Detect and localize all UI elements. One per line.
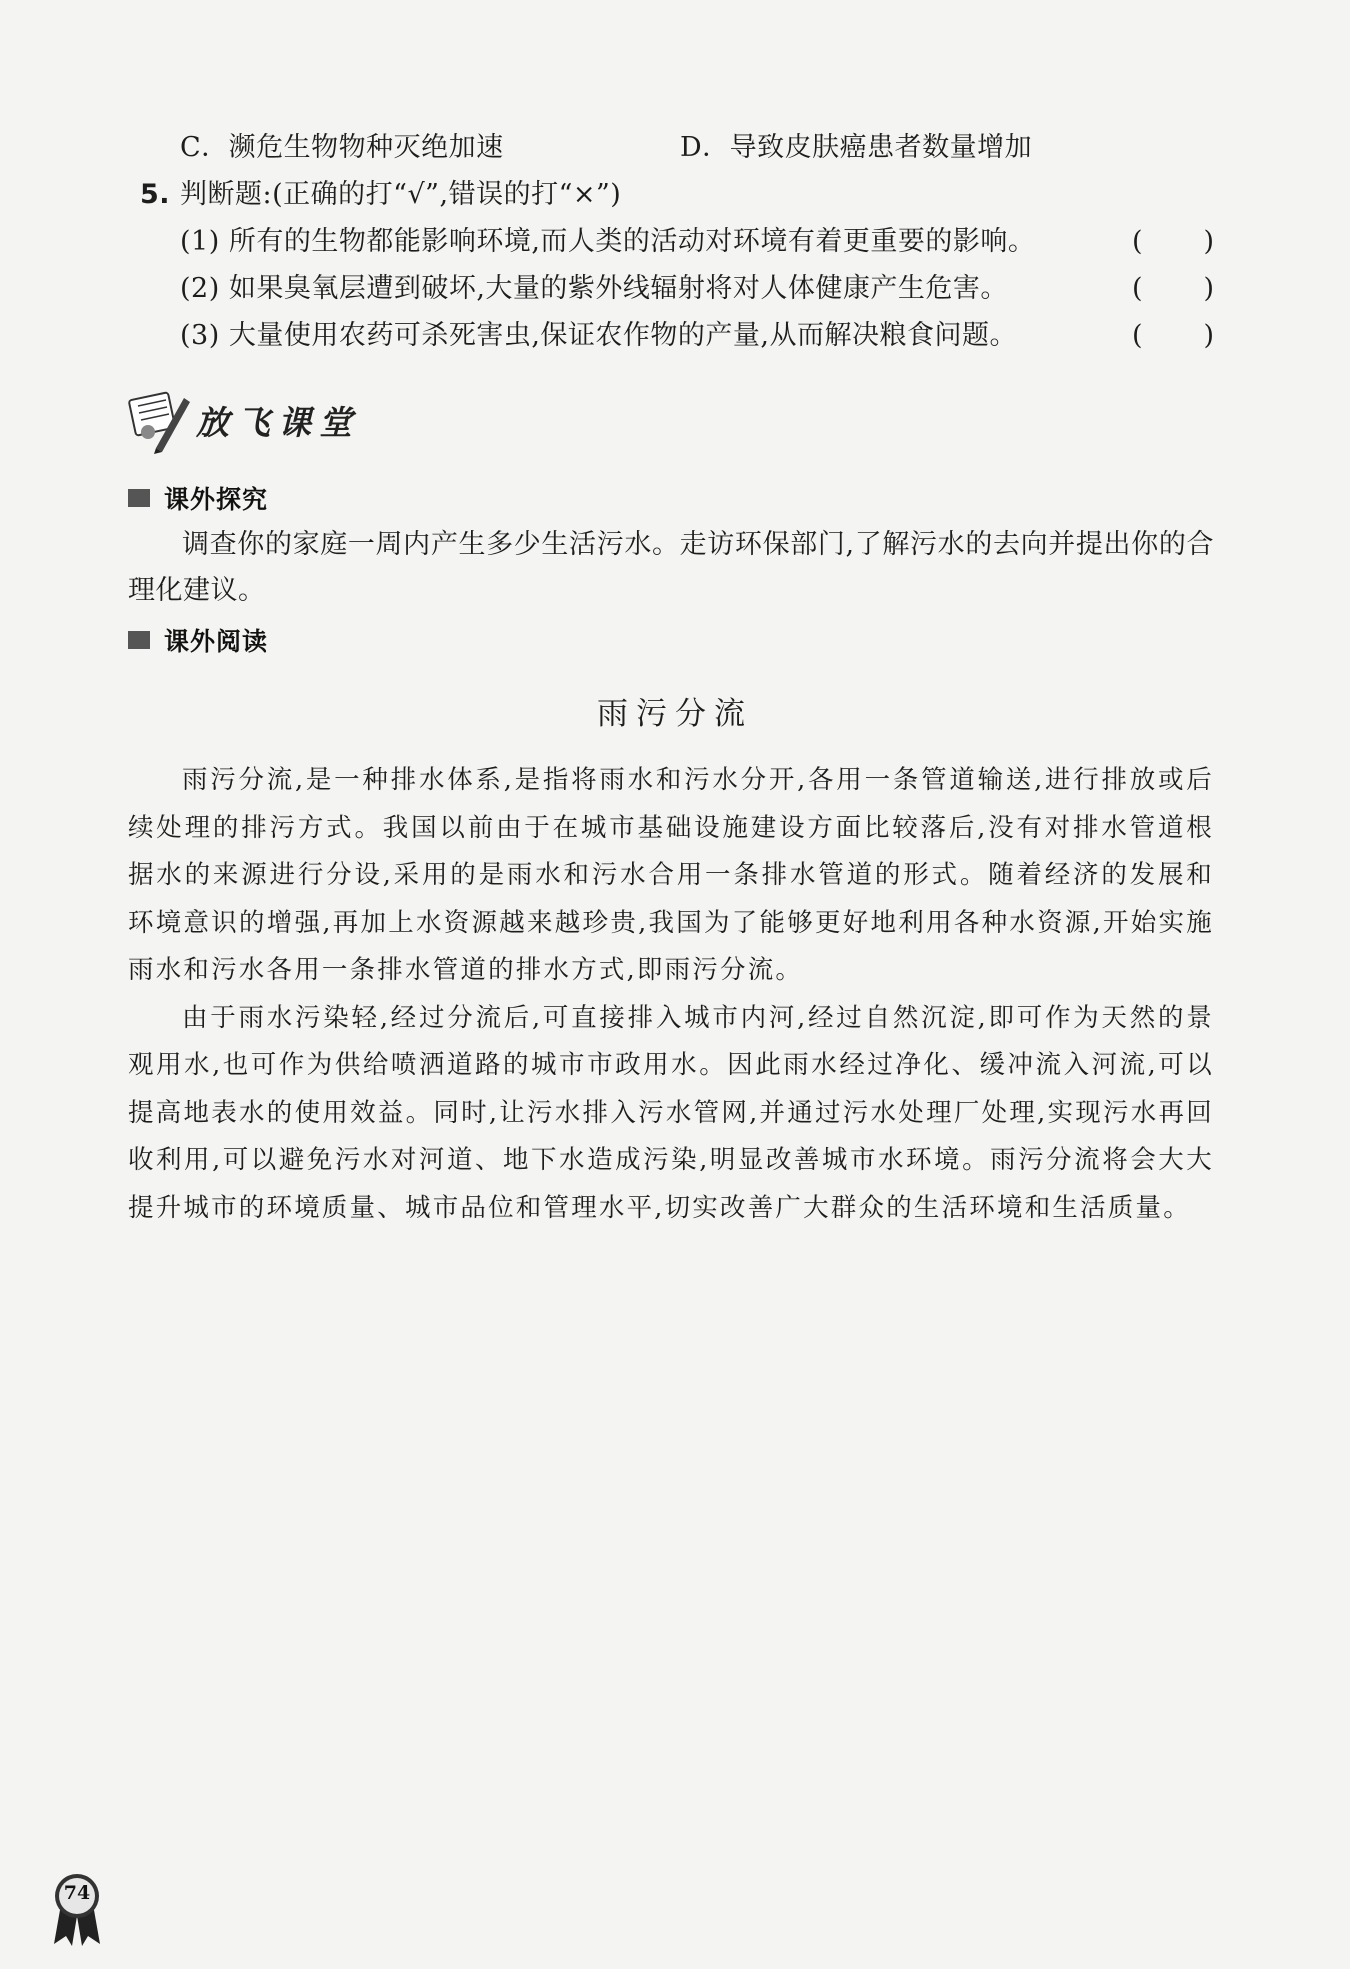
banner-title: 放飞课堂 (196, 402, 360, 442)
article-paragraph-1: 雨污分流,是一种排水体系,是指将雨水和污水分开,各用一条管道输送,进行排放或后续处理的排污方式。我国以前由于在城市基础设施建设方面比较落后,没有对排水管道根据水的来源进行分设,采用的是雨水和污水合用一条排水管道的形式。随着经济的发展和环境意识的增强,再加上水资源越来越珍贵,我国为了能够更好地利用各种水资源,开始实施雨水和污水各用一条排水管道的排水方式,即雨污分流。 (128, 765, 1214, 985)
answer-blank-2[interactable]: ( ) (1132, 273, 1214, 304)
article-title: 雨污分流 (597, 696, 753, 732)
option-c: C．濒危生物物种灭绝加速 (180, 132, 504, 163)
section-banner (126, 385, 360, 455)
option-d: D．导致皮肤癌患者数量增加 (680, 132, 1033, 163)
explore-text: 调查你的家庭一周内产生多少生活污水。走访环保部门,了解污水的去向并提出你的合理化建议。 (128, 529, 1214, 606)
answer-blank-3[interactable]: ( ) (1132, 320, 1214, 351)
reading-heading: 课外阅读 (128, 622, 268, 658)
article-paragraph-2: 由于雨水污染轻,经过分流后,可直接排入城市内河,经过自然沉淀,即可作为天然的景观用水,也可作为供给喷洒道路的城市市政用水。因此雨水经过净化、缓冲流入河流,可以提高地表水的使用效益。同时,让污水排入污水管网,并通过污水处理厂处理,实现污水再回收利用,可以避免污水对河道、地下水造成污染,明显改善城市水环境。雨污分流将会大大提升城市的环境质量、城市品位和管理水平,切实改善广大群众的生活环境和生活质量。 (128, 1002, 1214, 1223)
square-bullet-icon (128, 489, 150, 507)
question-5-prompt (140, 175, 621, 215)
judgment-item-1: (1) 所有的生物都能影响环境,而人类的活动对环境有着更重要的影响。 (180, 226, 1036, 257)
article-body (128, 757, 1214, 1232)
notebook-pencil-icon (126, 386, 194, 454)
question-text: 判断题:(正确的打“√”,错误的打“×”) (180, 179, 622, 210)
question-number: 5. (140, 179, 171, 210)
judgment-item-3: (3) 大量使用农药可杀死害虫,保证农作物的产量,从而解决粮食问题。 (180, 320, 1017, 351)
page-number: 74 (63, 1882, 91, 1904)
square-bullet-icon (128, 631, 150, 649)
explore-heading: 课外探究 (128, 480, 268, 516)
judgment-item-2: (2) 如果臭氧层遭到破坏,大量的紫外线辐射将对人体健康产生危害。 (180, 273, 1008, 304)
answer-blank-1[interactable]: ( ) (1132, 226, 1214, 257)
